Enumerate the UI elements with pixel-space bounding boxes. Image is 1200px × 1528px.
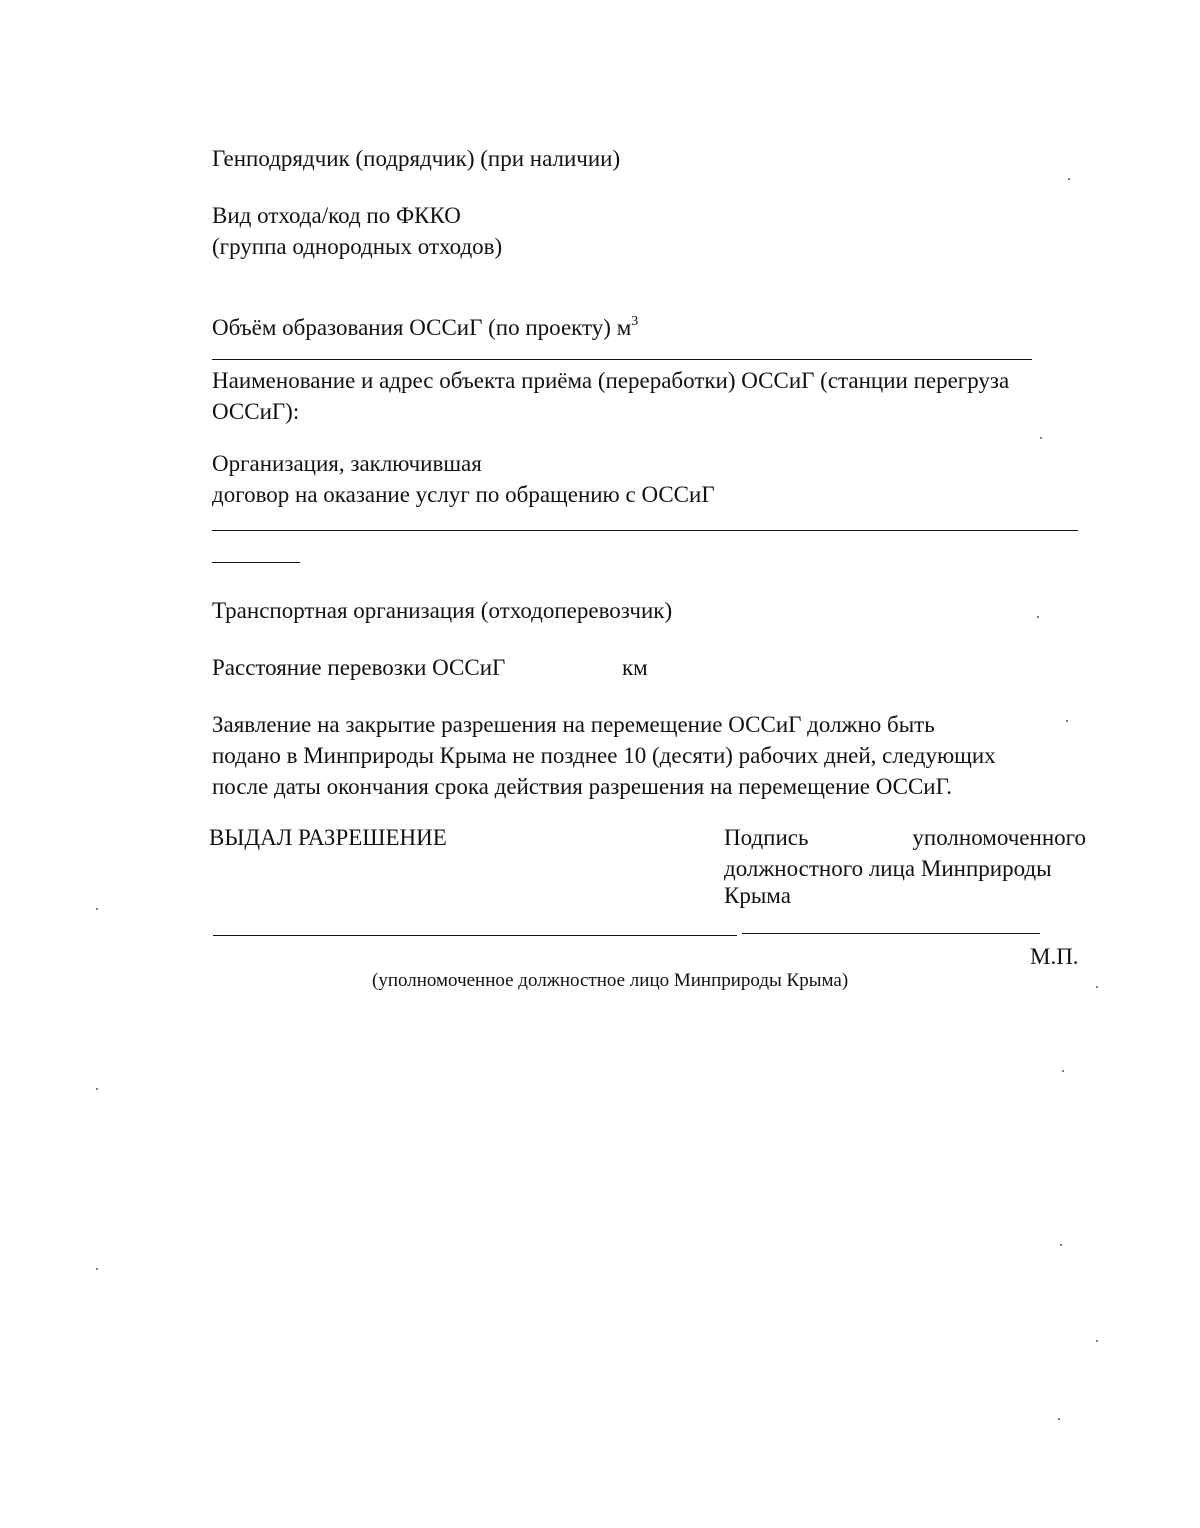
volume-label bbox=[212, 312, 638, 347]
reception-object-label-cont: ОССиГ): bbox=[212, 399, 300, 424]
transport-org-label: Транспортная организация (отходоперевозчик) bbox=[212, 598, 673, 623]
statement-line-3: после даты окончания срока действия разрешения на перемещение ОССиГ. bbox=[212, 774, 953, 799]
organization-underline-short bbox=[212, 562, 300, 563]
statement-line-1: Заявление на закрытие разрешения на перемещение ОССиГ должно быть bbox=[212, 712, 935, 737]
reception-object-label: Наименование и адрес объекта приёма (переработки) ОССиГ (станции перегруза bbox=[212, 368, 1010, 393]
stamp-place-label: М.П. bbox=[1030, 944, 1079, 969]
scan-speck bbox=[1096, 986, 1098, 988]
scan-speck bbox=[1066, 720, 1068, 722]
signature-label-row bbox=[724, 822, 1086, 853]
waste-type-sublabel: (группа однородных отходов) bbox=[212, 234, 503, 259]
signature-label-line-3: Крыма bbox=[724, 883, 791, 908]
organization-underline bbox=[212, 530, 1078, 531]
scan-speck bbox=[96, 1088, 98, 1090]
contractor-label: Генподрядчик (подрядчик) (при наличии) bbox=[212, 146, 621, 171]
scan-speck bbox=[1040, 437, 1042, 439]
scan-speck bbox=[1037, 616, 1039, 618]
scan-speck bbox=[1060, 1244, 1062, 1246]
distance-label: Расстояние перевозки ОССиГ bbox=[212, 655, 506, 680]
scan-speck bbox=[1096, 1340, 1098, 1342]
organization-label: Организация, заключившая bbox=[212, 451, 482, 476]
scan-speck bbox=[1062, 1070, 1064, 1072]
signature-label-line-2: должностного лица Минприроды bbox=[724, 856, 1052, 881]
scan-speck bbox=[96, 1268, 98, 1270]
volume-text: Объём образования ОССиГ (по проекту) м bbox=[212, 315, 632, 340]
waste-type-label: Вид отхода/код по ФККО bbox=[212, 203, 461, 228]
volume-underline bbox=[212, 359, 1032, 360]
distance-unit: км bbox=[622, 655, 648, 680]
scan-speck bbox=[1068, 178, 1070, 180]
official-name-line bbox=[213, 935, 737, 936]
official-caption: (уполномоченное должностное лицо Минприроды Крыма) bbox=[372, 970, 849, 991]
authorized-word: уполномоченного bbox=[912, 825, 1086, 850]
signature-line bbox=[742, 933, 1040, 934]
statement-line-2: подано в Минприроды Крыма не позднее 10 (десяти) рабочих дней, следующих bbox=[212, 743, 996, 768]
volume-unit-superscript: 3 bbox=[631, 314, 639, 329]
scan-speck bbox=[1058, 1418, 1060, 1420]
organization-sublabel: договор на оказание услуг по обращению с ОССиГ bbox=[212, 482, 715, 507]
signature-word: Подпись bbox=[724, 825, 809, 850]
scan-speck bbox=[96, 908, 98, 910]
issued-permit-label: ВЫДАЛ РАЗРЕШЕНИЕ bbox=[209, 825, 447, 850]
